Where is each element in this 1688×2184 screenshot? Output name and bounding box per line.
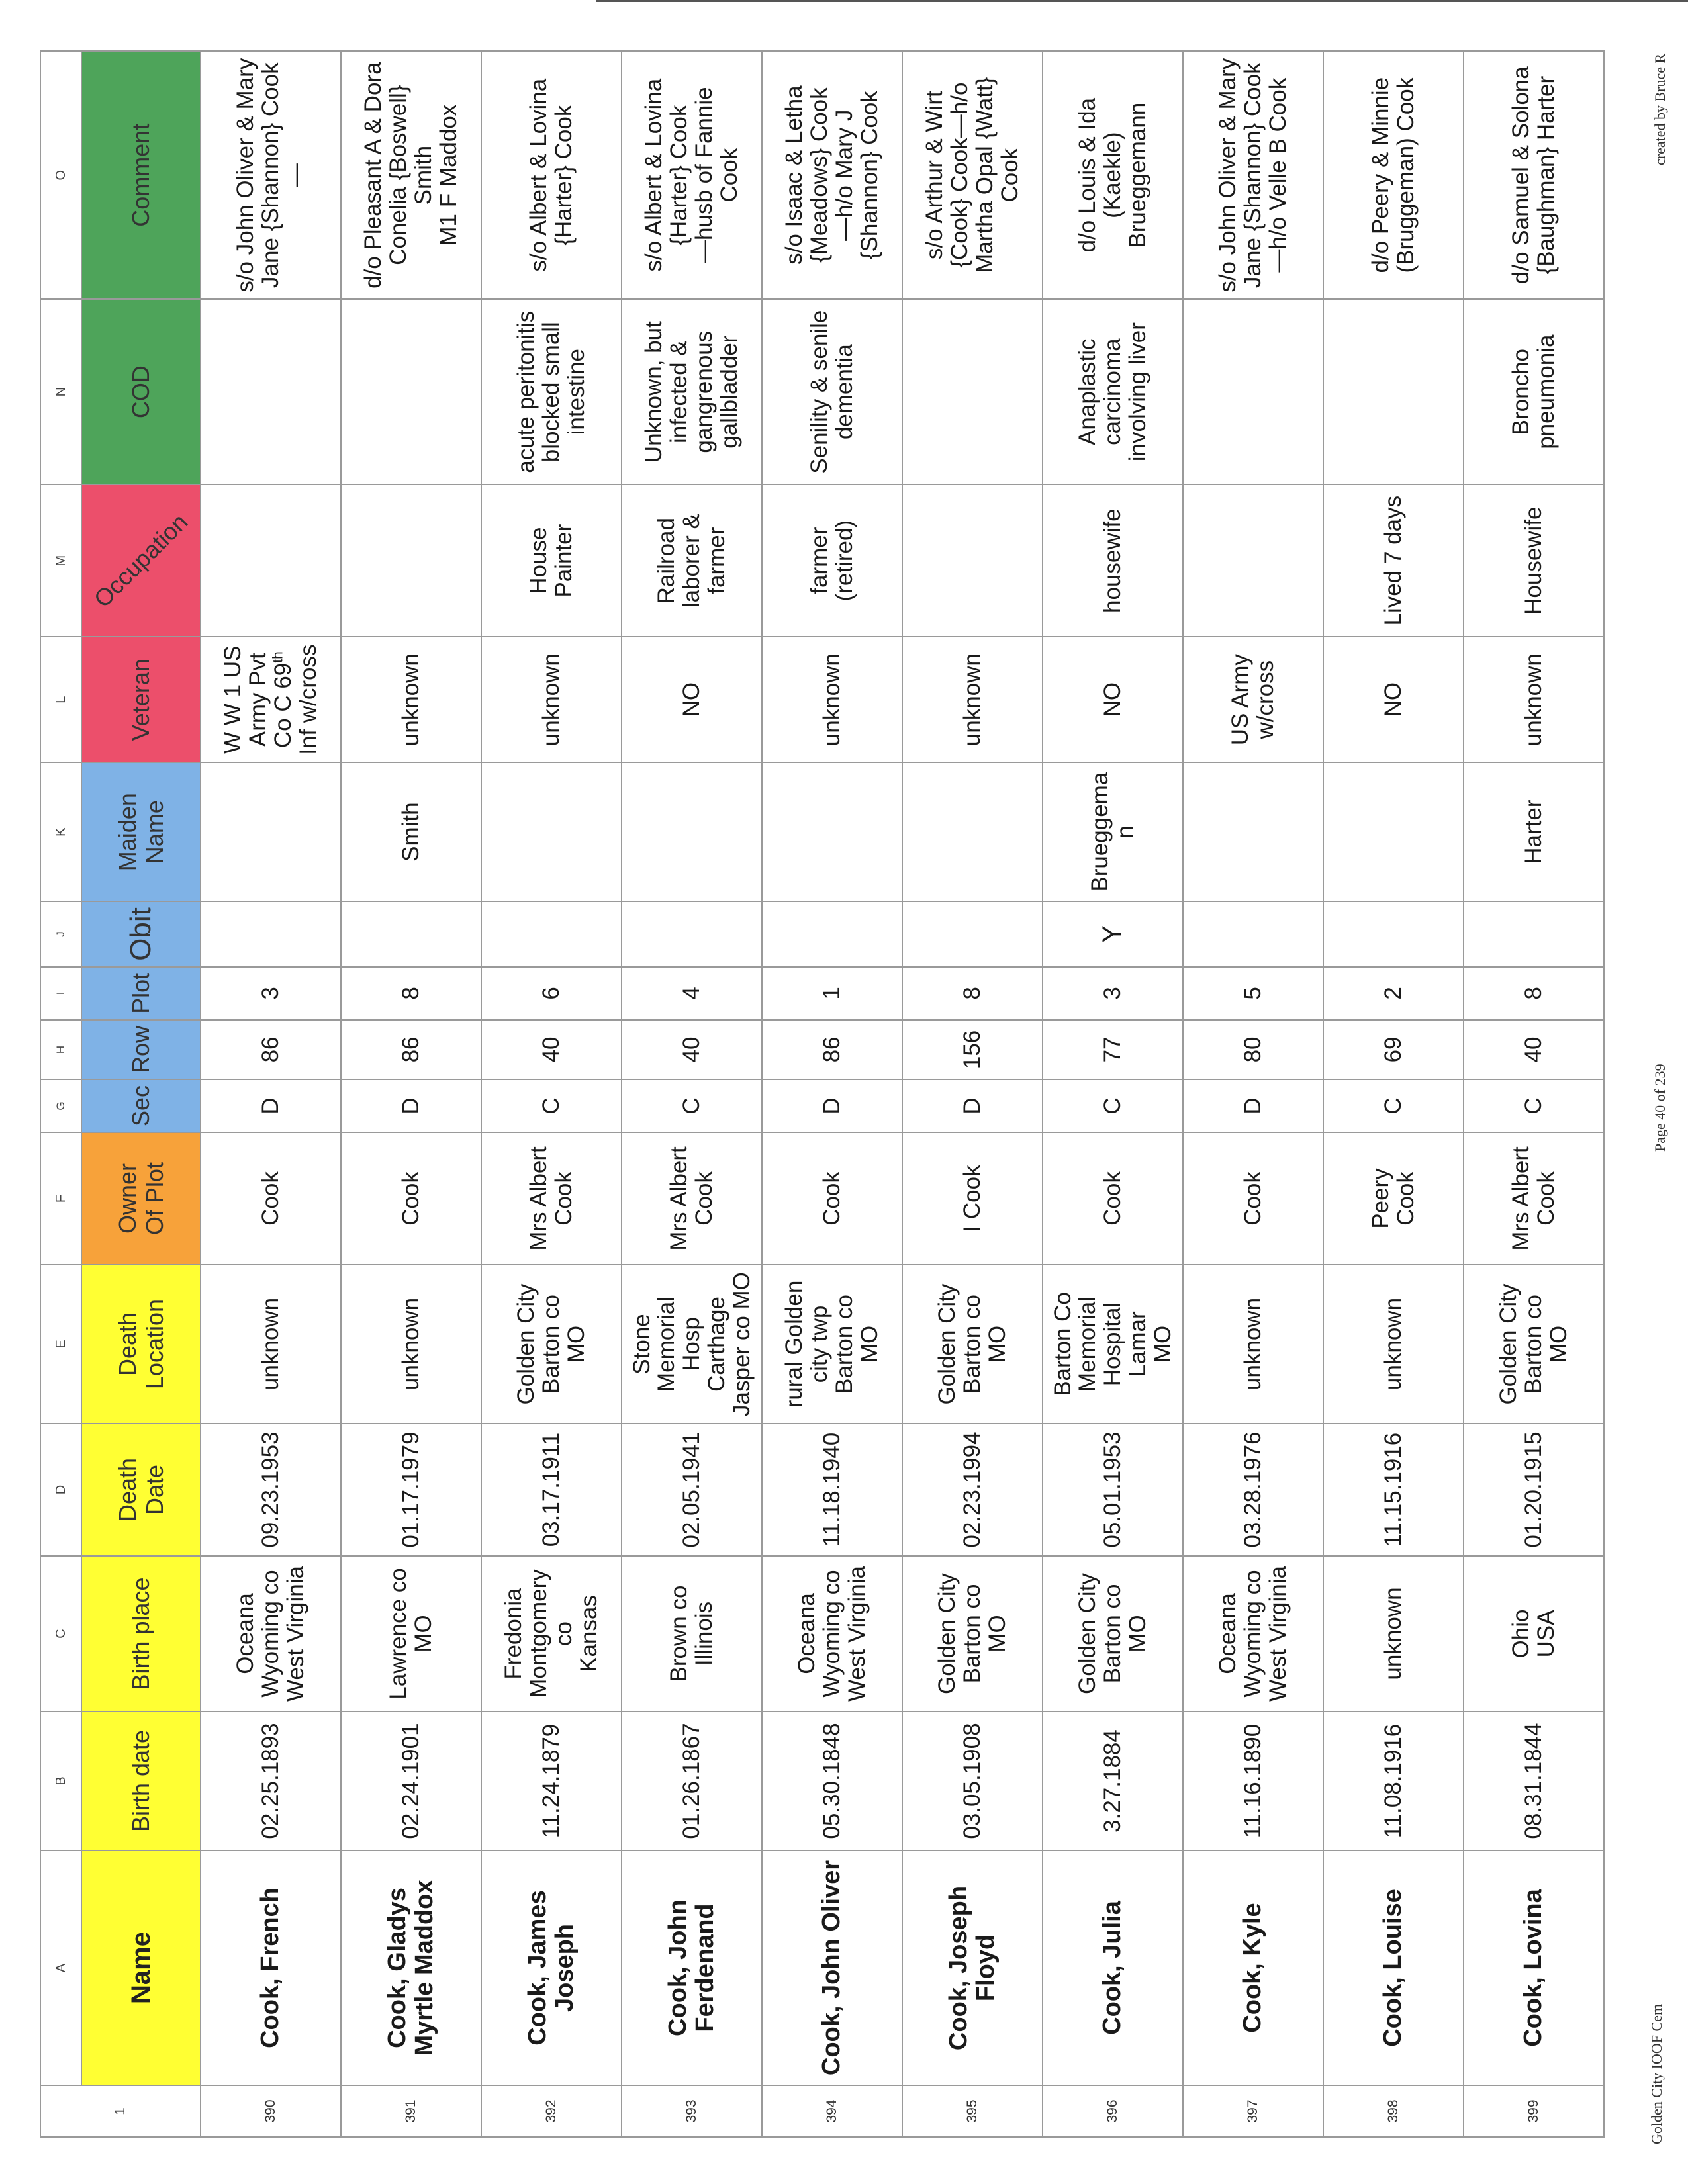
cell-cod — [1323, 299, 1464, 484]
cell-cod: Broncho pneumonia — [1464, 299, 1604, 484]
cell-sec: C — [481, 1079, 622, 1132]
column-letter: O — [40, 51, 81, 299]
cell-death-location: unknown — [201, 1265, 341, 1424]
cell-obit — [1464, 901, 1604, 967]
cell-cod: acute peritonitis blocked small intestine — [481, 299, 622, 484]
column-letter: K — [40, 762, 81, 901]
cell-plot: 5 — [1183, 967, 1323, 1020]
table-row — [1183, 51, 1323, 2137]
cell-comment: s/o John Oliver & Mary Jane {Shannon} Cook —h/o Velle B Cook — [1183, 51, 1323, 299]
column-letter: G — [40, 1079, 81, 1132]
cell-birth-date: 02.25.1893 — [201, 1711, 341, 1850]
column-letter: D — [40, 1424, 81, 1556]
cell-plot: 8 — [1464, 967, 1604, 1020]
cell-comment: s/o Albert & Lovina {Harter} Cook —husb of Fannie Cook — [622, 51, 762, 299]
cell-owner: Mrs Albert Cook — [1464, 1132, 1604, 1265]
cell-birth-date: 11.24.1879 — [481, 1711, 622, 1850]
cell-owner: Peery Cook — [1323, 1132, 1464, 1265]
cell-veteran: NO — [1043, 637, 1183, 762]
cell-row: 86 — [201, 1020, 341, 1079]
cell-obit — [341, 901, 481, 967]
header-sec: Sec — [81, 1079, 201, 1132]
table-row — [481, 51, 622, 2137]
cell-name: Cook, French — [201, 1850, 341, 2085]
column-letter: A — [40, 1850, 81, 2085]
cell-cod — [201, 299, 341, 484]
cell-cod: Anaplastic carcinoma involving liver — [1043, 299, 1183, 484]
cell-comment: s/o Arthur & Wirt {Cook} Cook—h/o Martha Opal {Watt} Cook — [902, 51, 1043, 299]
cell-cod — [341, 299, 481, 484]
column-letter: B — [40, 1711, 81, 1850]
cell-death-location: Barton Co Memorial Hospital Lamar MO — [1043, 1265, 1183, 1424]
cell-maiden — [762, 762, 902, 901]
cell-birth-date: 05.30.1848 — [762, 1711, 902, 1850]
cell-birth-date: 08.31.1844 — [1464, 1711, 1604, 1850]
column-letter: L — [40, 637, 81, 762]
cell-comment: d/o Samuel & Solona {Baughman} Harter — [1464, 51, 1604, 299]
header-occupation-label: Occupation — [88, 508, 193, 613]
cell-row: 86 — [341, 1020, 481, 1079]
cell-occupation — [902, 484, 1043, 637]
table-row — [201, 51, 341, 2137]
cell-maiden — [622, 762, 762, 901]
cell-sec: D — [201, 1079, 341, 1132]
cell-plot: 4 — [622, 967, 762, 1020]
cell-death-date: 02.23.1994 — [902, 1424, 1043, 1556]
cell-name: Cook, John Oliver — [762, 1850, 902, 2085]
cell-name: Cook, Gladys Myrtle Maddox — [341, 1850, 481, 2085]
cell-death-location: unknown — [1183, 1265, 1323, 1424]
cell-comment: s/o Albert & Lovina {Harter} Cook — [481, 51, 622, 299]
column-letter-row — [40, 51, 81, 2137]
cell-birth-date: 3.27.1884 — [1043, 1711, 1183, 1850]
cell-owner: Cook — [762, 1132, 902, 1265]
cell-veteran: unknown — [481, 637, 622, 762]
cell-death-date: 02.05.1941 — [622, 1424, 762, 1556]
cell-obit — [762, 901, 902, 967]
cell-occupation: House Painter — [481, 484, 622, 637]
cell-occupation: Railroad laborer & farmer — [622, 484, 762, 637]
cell-death-location: rural Golden city twp Barton co MO — [762, 1265, 902, 1424]
cell-cod: Unknown, but infected & gangrenous gallbladder — [622, 299, 762, 484]
cell-death-date: 05.01.1953 — [1043, 1424, 1183, 1556]
cell-plot: 3 — [201, 967, 341, 1020]
cell-comment: d/o Louis & Ida (Kaekle) Brueggemann — [1043, 51, 1183, 299]
row-number: 397 — [1183, 2085, 1323, 2137]
cell-occupation: farmer (retired) — [762, 484, 902, 637]
cell-row: 40 — [1464, 1020, 1604, 1079]
cell-maiden: Harter — [1464, 762, 1604, 901]
cell-death-date: 09.23.1953 — [201, 1424, 341, 1556]
column-letter: F — [40, 1132, 81, 1265]
cell-cod — [1183, 299, 1323, 484]
cell-birth-date: 11.08.1916 — [1323, 1711, 1464, 1850]
column-letter: N — [40, 299, 81, 484]
cell-birth-place: Golden City Barton co MO — [902, 1556, 1043, 1711]
cell-maiden — [1323, 762, 1464, 901]
header-cod: COD — [81, 299, 201, 484]
cell-birth-date: 03.05.1908 — [902, 1711, 1043, 1850]
cell-comment: s/o John Oliver & Mary Jane {Shannon} Cook — — [201, 51, 341, 299]
cell-occupation — [1183, 484, 1323, 637]
cell-sec: C — [622, 1079, 762, 1132]
cell-occupation — [341, 484, 481, 637]
cell-plot: 6 — [481, 967, 622, 1020]
header-birth-date: Birth date — [81, 1711, 201, 1850]
header-row: Row — [81, 1020, 201, 1079]
cell-birth-date: 02.24.1901 — [341, 1711, 481, 1850]
header-death-location: Death Location — [81, 1265, 201, 1424]
cell-birth-date: 01.26.1867 — [622, 1711, 762, 1850]
cell-death-location: unknown — [341, 1265, 481, 1424]
row-number: 395 — [902, 2085, 1043, 2137]
cell-birth-place: Lawrence co MO — [341, 1556, 481, 1711]
table-row — [1043, 51, 1183, 2137]
column-letter: M — [40, 484, 81, 637]
cell-sec: D — [341, 1079, 481, 1132]
column-letter: C — [40, 1556, 81, 1711]
cell-plot: 1 — [762, 967, 902, 1020]
cell-row: 156 — [902, 1020, 1043, 1079]
cell-occupation — [201, 484, 341, 637]
cell-name: Cook, James Joseph — [481, 1850, 622, 2085]
cell-owner: I Cook — [902, 1132, 1043, 1265]
cell-maiden: Smith — [341, 762, 481, 901]
cell-veteran: unknown — [762, 637, 902, 762]
cell-owner: Mrs Albert Cook — [622, 1132, 762, 1265]
table-row — [902, 51, 1043, 2137]
cell-plot: 8 — [341, 967, 481, 1020]
row-number: 391 — [341, 2085, 481, 2137]
cell-owner: Mrs Albert Cook — [481, 1132, 622, 1265]
cell-row: 86 — [762, 1020, 902, 1079]
cell-sec: C — [1323, 1079, 1464, 1132]
column-letter: H — [40, 1020, 81, 1079]
header-maiden-name: Maiden Name — [81, 762, 201, 901]
cell-veteran: US Army w/cross — [1183, 637, 1323, 762]
header-occupation — [81, 484, 201, 637]
row-number: 393 — [622, 2085, 762, 2137]
header-row — [81, 51, 201, 2137]
cell-maiden — [1183, 762, 1323, 901]
footer-center: Page 40 of 239 — [1652, 1064, 1668, 1152]
cell-row: 77 — [1043, 1020, 1183, 1079]
cell-birth-date: 11.16.1890 — [1183, 1711, 1323, 1850]
cell-comment: s/o Isaac & Letha {Meadows} Cook —h/o Mary J {Shannon} Cook — [762, 51, 902, 299]
cell-row: 40 — [481, 1020, 622, 1079]
cell-death-date: 01.20.1915 — [1464, 1424, 1604, 1556]
cell-birth-place: unknown — [1323, 1556, 1464, 1711]
row-number: 392 — [481, 2085, 622, 2137]
cell-maiden — [902, 762, 1043, 901]
cell-obit — [902, 901, 1043, 967]
cell-death-location: Stone Memorial Hosp Carthage Jasper co MO — [622, 1265, 762, 1424]
cell-name: Cook, John Ferdenand — [622, 1850, 762, 2085]
cell-comment: d/o Pleasant A & Dora Conelia {Boswell} Smith M1 F Maddox — [341, 51, 481, 299]
header-comment: Comment — [81, 51, 201, 299]
cell-birth-place: Fredonia Montgomery co Kansas — [481, 1556, 622, 1711]
cell-veteran: unknown — [902, 637, 1043, 762]
cell-veteran: unknown — [1464, 637, 1604, 762]
table-row — [341, 51, 481, 2137]
cell-plot: 2 — [1323, 967, 1464, 1020]
cell-veteran: W W 1 US Army Pvt Co C 69th Inf w/cross — [201, 637, 341, 762]
header-plot: Plot — [81, 967, 201, 1020]
cell-obit — [622, 901, 762, 967]
cell-death-location: Golden City Barton co MO — [481, 1265, 622, 1424]
cell-sec: C — [1043, 1079, 1183, 1132]
cell-sec: D — [762, 1079, 902, 1132]
cell-occupation: housewife — [1043, 484, 1183, 637]
cell-name: Cook, Joseph Floyd — [902, 1850, 1043, 2085]
cell-plot: 8 — [902, 967, 1043, 1020]
cell-death-date: 11.15.1916 — [1323, 1424, 1464, 1556]
column-letter: E — [40, 1265, 81, 1424]
table-row — [1464, 51, 1604, 2137]
cell-veteran: NO — [622, 637, 762, 762]
cell-maiden — [201, 762, 341, 901]
cell-name: Cook, Lovina — [1464, 1850, 1604, 2085]
cell-obit — [1323, 901, 1464, 967]
cell-birth-place: Brown co Illinois — [622, 1556, 762, 1711]
cell-owner: Cook — [201, 1132, 341, 1265]
table-row — [762, 51, 902, 2137]
cell-sec: D — [1183, 1079, 1323, 1132]
cell-row: 40 — [622, 1020, 762, 1079]
cell-plot: 3 — [1043, 967, 1183, 1020]
header-birth-place: Birth place — [81, 1556, 201, 1711]
header-obit: Obit — [81, 901, 201, 967]
cemetery-records-table — [40, 50, 1605, 2138]
cell-owner: Cook — [1183, 1132, 1323, 1265]
cell-obit — [481, 901, 622, 967]
corner-cell: 1 — [40, 2085, 201, 2137]
column-letter: I — [40, 967, 81, 1020]
header-owner-of-plot: Owner Of Plot — [81, 1132, 201, 1265]
cell-maiden — [481, 762, 622, 901]
cell-cod — [902, 299, 1043, 484]
header-death-date: Death Date — [81, 1424, 201, 1556]
row-number: 399 — [1464, 2085, 1604, 2137]
cell-birth-place: Oceana Wyoming co West Virginia — [762, 1556, 902, 1711]
cell-death-location: Golden City Barton co MO — [902, 1265, 1043, 1424]
header-name: Name — [81, 1850, 201, 2085]
cell-name: Cook, Kyle — [1183, 1850, 1323, 2085]
cell-sec: C — [1464, 1079, 1604, 1132]
column-letter: J — [40, 901, 81, 967]
cell-name: Cook, Louise — [1323, 1850, 1464, 2085]
cell-owner: Cook — [1043, 1132, 1183, 1265]
cell-occupation: Housewife — [1464, 484, 1604, 637]
row-number: 390 — [201, 2085, 341, 2137]
cell-cod: Senility & senile dementia — [762, 299, 902, 484]
row-number: 394 — [762, 2085, 902, 2137]
cell-birth-place: Oceana Wyoming co West Virginia — [201, 1556, 341, 1711]
cell-death-date: 01.17.1979 — [341, 1424, 481, 1556]
cell-owner: Cook — [341, 1132, 481, 1265]
table-row — [1323, 51, 1464, 2137]
cell-birth-place: Oceana Wyoming co West Virginia — [1183, 1556, 1323, 1711]
cell-death-date: 03.17.1911 — [481, 1424, 622, 1556]
cell-death-location: unknown — [1323, 1265, 1464, 1424]
cell-obit — [201, 901, 341, 967]
cell-birth-place: Golden City Barton co MO — [1043, 1556, 1183, 1711]
row-number: 398 — [1323, 2085, 1464, 2137]
cell-veteran: unknown — [341, 637, 481, 762]
cell-row: 69 — [1323, 1020, 1464, 1079]
cell-death-date: 03.28.1976 — [1183, 1424, 1323, 1556]
cell-occupation: Lived 7 days — [1323, 484, 1464, 637]
cell-obit — [1183, 901, 1323, 967]
row-number: 396 — [1043, 2085, 1183, 2137]
cell-death-date: 11.18.1940 — [762, 1424, 902, 1556]
cell-obit: Y — [1043, 901, 1183, 967]
header-veteran: Veteran — [81, 637, 201, 762]
cell-birth-place: Ohio USA — [1464, 1556, 1604, 1711]
footer-right: created by Bruce R — [1652, 53, 1668, 165]
table-row — [622, 51, 762, 2137]
cell-name: Cook, Julia — [1043, 1850, 1183, 2085]
cell-row: 80 — [1183, 1020, 1323, 1079]
footer-left: Golden City IOOF Cem — [1648, 2003, 1665, 2144]
cell-death-location: Golden City Barton co MO — [1464, 1265, 1604, 1424]
cell-comment: d/o Peery & Minnie (Bruggeman) Cook — [1323, 51, 1464, 299]
cell-veteran: NO — [1323, 637, 1464, 762]
cell-maiden: Brueggema n — [1043, 762, 1183, 901]
cell-sec: D — [902, 1079, 1043, 1132]
